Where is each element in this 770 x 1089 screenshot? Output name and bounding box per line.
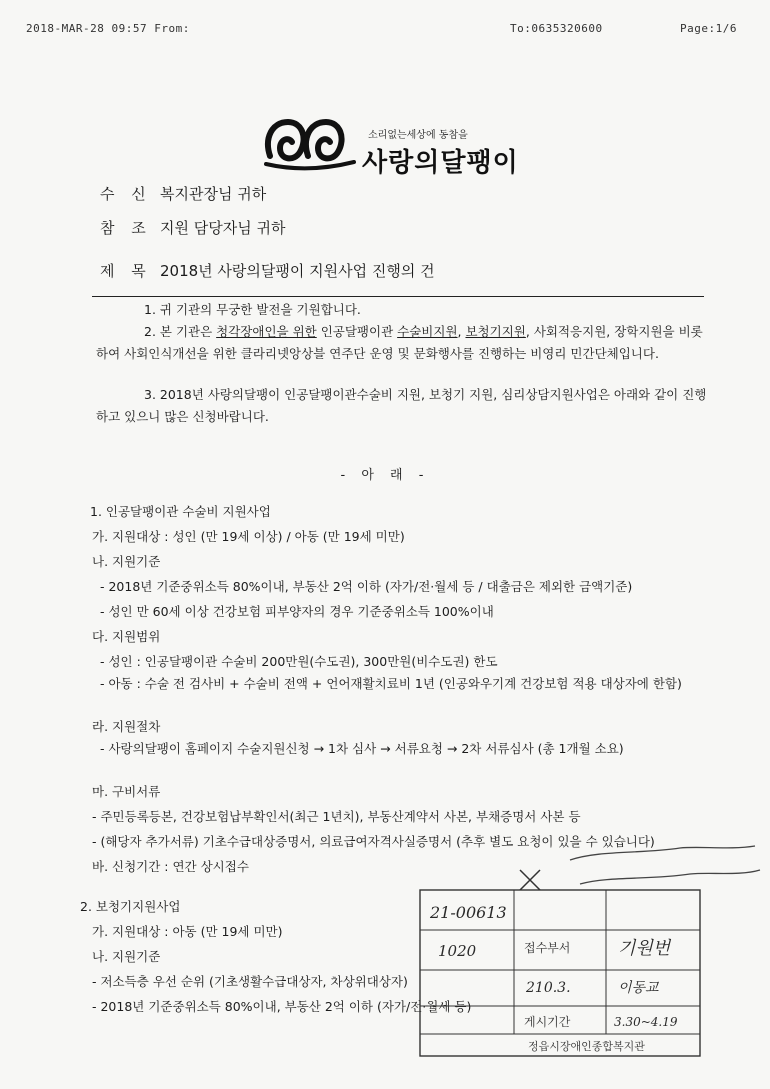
organization-logo [262, 108, 542, 178]
reference-label: 참 조 [100, 219, 152, 237]
snail-logo-icon [262, 108, 362, 178]
section2-target: 가. 지원대상 : 아동 (만 19세 미만) [92, 924, 283, 939]
section2-criteria-1: - 저소득층 우선 순위 (기초생활수급대상자, 차상위대상자) [92, 974, 408, 989]
intro-p2-mid-1: 인공달팽이관 [316, 324, 398, 339]
stamp-cell-4: 기원번 [618, 938, 671, 959]
recipient-label: 수 신 [100, 185, 152, 203]
fax-header-from: 2018-MAR-28 09:57 From: [26, 22, 190, 35]
logo-tagline: 소리없는세상에 동참을 [368, 130, 468, 141]
logo-name: 사랑의달팽이 [362, 148, 519, 178]
intro-p2-underline-2: 수술비지원 [397, 324, 458, 339]
section1-docs-1: - 주민등록등본, 건강보험납부확인서(최근 1년치), 부동산계약서 사본, 부채증명서 사본 등 [92, 809, 581, 824]
section1-criteria-2: - 성인 만 60세 이상 건강보험 피부양자의 경우 기준중위소득 100%이내 [100, 604, 494, 619]
section1-process-1: - 사랑의달팽이 홈페이지 수술지원신청 → 1차 심사 → 서류요청 → 2차 서류심사 (총 1개월 소요) [100, 741, 624, 756]
intro-p2-pre: 2. 본 기관은 [144, 324, 217, 339]
section2-title: 2. 보청기지원사업 [80, 899, 181, 914]
intro-paragraph-3 [96, 384, 710, 428]
section2-criteria-title: 나. 지원기준 [92, 949, 161, 964]
receipt-stamp [418, 888, 702, 1058]
subject-line [100, 260, 435, 281]
section1-period: 바. 신청기간 : 연간 상시접수 [92, 859, 249, 874]
section1-scope-title: 다. 지원범위 [92, 629, 161, 644]
stamp-cell-6: 이동교 [618, 980, 659, 996]
stamp-footer: 정읍시장애인종합복지관 [528, 1040, 645, 1053]
section1-scope-2: - 아동 : 수술 전 검사비 + 수술비 전액 + 언어재활치료비 1년 (인공와우기계 건강보험 적용 대상자에 한함) [100, 676, 682, 691]
fax-header-to: To:0635320600 [510, 22, 603, 35]
reference-line [100, 217, 285, 238]
recipient-value: 복지관장님 귀하 [160, 185, 267, 203]
section1-title: 1. 인공달팽이관 수술비 지원사업 [90, 504, 271, 519]
intro-paragraph-1 [96, 299, 710, 321]
stamp-cell-8: 3.30~4.19 [614, 1015, 678, 1029]
section1-scope-1: - 성인 : 인공달팽이관 수술비 200만원(수도권), 300만원(비수도권) 한도 [100, 654, 498, 669]
notice-heading: - 아 래 - [340, 468, 430, 483]
stamp-cell-1: 21-00613 [430, 903, 507, 922]
stamp-cell-7: 게시기간 [524, 1015, 571, 1029]
stamp-cell-2: 1020 [438, 942, 477, 960]
section1-docs-2: - (해당자 추가서류) 기초수급대상증명서, 의료급여자격사실증명서 (추후 별도 요청이 있을 수 있습니다) [92, 834, 655, 849]
subject-value: 2018년 사랑의달팽이 지원사업 진행의 건 [160, 262, 435, 280]
section1-criteria-1: - 2018년 기준중위소득 80%이내, 부동산 2억 이하 (자가/전·월세 등 / 대출금은 제외한 금액기준) [100, 579, 633, 594]
stamp-cell-5: 210.3. [526, 980, 571, 996]
intro-p2-mid-2: , [457, 324, 466, 339]
intro-paragraph-2 [96, 321, 710, 365]
intro-p1-text: 1. 귀 기관의 무궁한 발전을 기원합니다. [144, 302, 361, 317]
subject-label: 제 목 [100, 262, 152, 280]
fax-page-number: Page:1/6 [680, 22, 737, 35]
reference-value: 지원 담당자님 귀하 [160, 219, 286, 237]
section1-process-title: 라. 지원절차 [92, 719, 161, 734]
intro-p2-rest: , 사회적응지원, 장학지원을 비롯하여 사회인식개선을 위한 클라리넷앙상블 연주단 운영 및 문화행사를 진행하는 비영리 민간단체입니다. [96, 324, 703, 361]
stamp-cell-3: 접수부서 [524, 941, 571, 955]
intro-p2-underline-1: 청각장애인을 위한 [216, 324, 317, 339]
intro-p3-text: 3. 2018년 사랑의달팽이 인공달팽이관수술비 지원, 보청기 지원, 심리상담지원사업은 아래와 같이 진행하고 있으니 많은 신청바랍니다. [96, 387, 707, 424]
section1-criteria-title: 나. 지원기준 [92, 554, 161, 569]
section2-criteria-2: - 2018년 기준중위소득 80%이내, 부동산 2억 이하 (자가/전·월세 등) [92, 999, 472, 1014]
intro-p2-underline-3: 보청기지원 [465, 324, 526, 339]
recipient-line [100, 183, 266, 204]
header-divider [92, 296, 704, 297]
section1-docs-title: 마. 구비서류 [92, 784, 161, 799]
section1-target: 가. 지원대상 : 성인 (만 19세 이상) / 아동 (만 19세 미만) [92, 529, 405, 544]
